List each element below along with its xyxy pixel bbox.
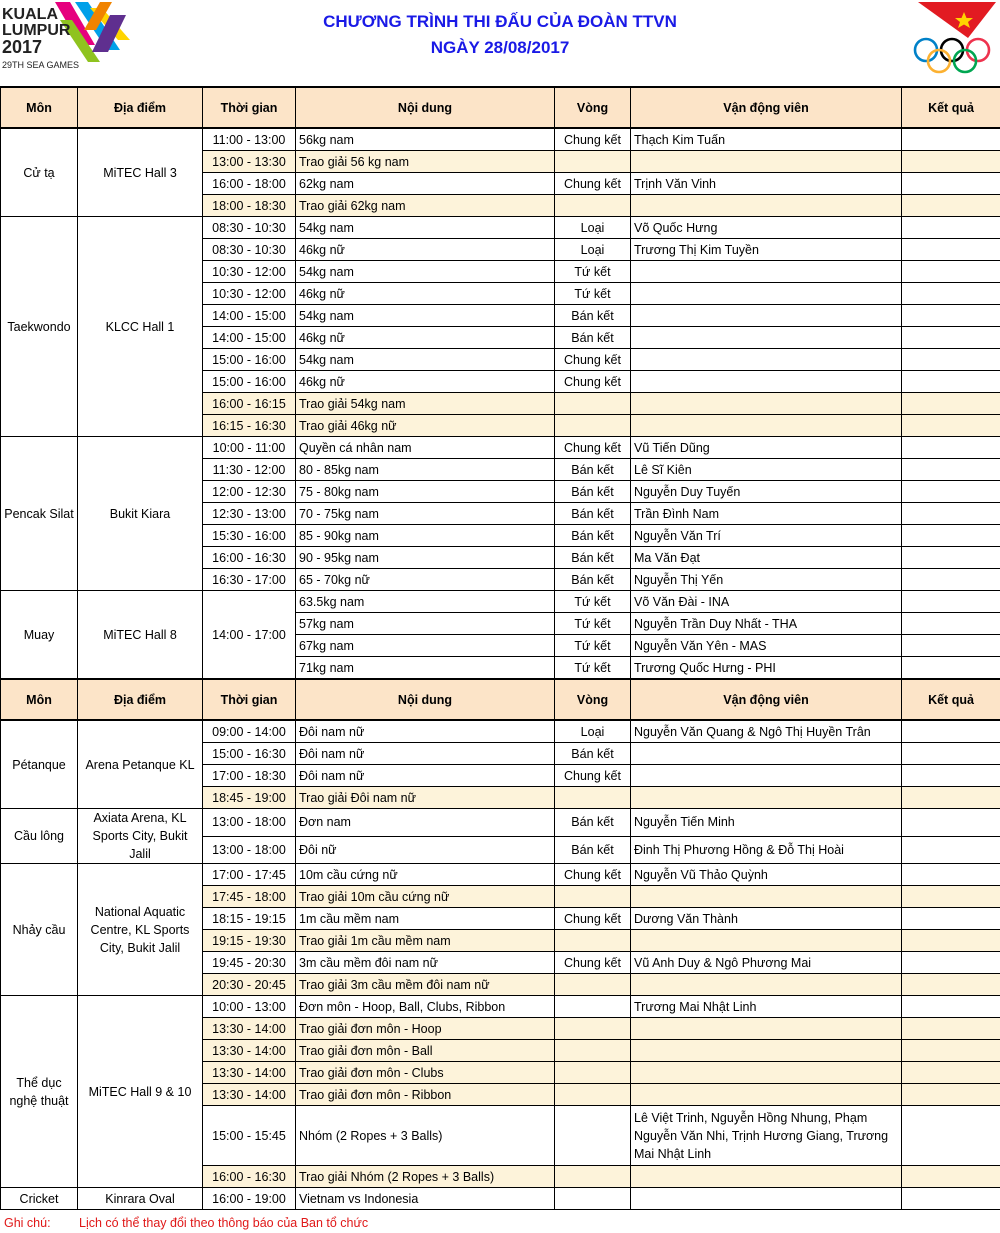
time-cell: 18:00 - 18:30 bbox=[203, 195, 296, 217]
time-cell: 15:00 - 16:00 bbox=[203, 371, 296, 393]
venue-cell: Kinrara Oval bbox=[78, 1188, 203, 1210]
athlete-cell: Lê Việt Trinh, Nguyễn Hồng Nhung, Phạm Nguyễn Văn Nhi, Trịnh Hương Giang, Trương Mai Nhật Linh bbox=[631, 1106, 902, 1166]
round-cell: Tứ kết bbox=[555, 261, 631, 283]
round-cell: Tứ kết bbox=[555, 657, 631, 680]
time-cell: 15:30 - 16:00 bbox=[203, 525, 296, 547]
content-cell: 85 - 90kg nam bbox=[296, 525, 555, 547]
table-row bbox=[1, 1188, 1000, 1210]
result-cell bbox=[902, 547, 1000, 569]
content-cell: Đơn môn - Hoop, Ball, Clubs, Ribbon bbox=[296, 996, 555, 1018]
athlete-cell bbox=[631, 349, 902, 371]
time-cell: 13:30 - 14:00 bbox=[203, 1018, 296, 1040]
result-cell bbox=[902, 371, 1000, 393]
result-cell bbox=[902, 836, 1000, 864]
round-cell bbox=[555, 415, 631, 437]
athlete-cell: Nguyễn Tiến Minh bbox=[631, 809, 902, 837]
round-cell: Bán kết bbox=[555, 743, 631, 765]
note-label: Ghi chú: bbox=[4, 1216, 51, 1230]
schedule-table bbox=[0, 86, 1000, 1210]
time-cell: 14:00 - 17:00 bbox=[203, 591, 296, 680]
time-cell: 17:00 - 18:30 bbox=[203, 765, 296, 787]
content-cell: 63.5kg nam bbox=[296, 591, 555, 613]
column-header: Địa điểm bbox=[78, 679, 203, 720]
round-cell: Chung kết bbox=[555, 437, 631, 459]
round-cell bbox=[555, 393, 631, 415]
venue-cell: National Aquatic Centre, KL Sports City, Bukit Jalil bbox=[78, 864, 203, 996]
table-row bbox=[1, 720, 1000, 743]
round-cell: Loại bbox=[555, 239, 631, 261]
round-cell: Loại bbox=[555, 720, 631, 743]
time-cell: 16:00 - 16:30 bbox=[203, 1166, 296, 1188]
athlete-cell: Đinh Thị Phương Hồng & Đỗ Thị Hoài bbox=[631, 836, 902, 864]
time-cell: 13:00 - 13:30 bbox=[203, 151, 296, 173]
content-cell: Vietnam vs Indonesia bbox=[296, 1188, 555, 1210]
venue-cell: MiTEC Hall 9 & 10 bbox=[78, 996, 203, 1188]
round-cell: Bán kết bbox=[555, 481, 631, 503]
venue-cell: Arena Petanque KL bbox=[78, 720, 203, 809]
time-cell: 16:15 - 16:30 bbox=[203, 415, 296, 437]
result-cell bbox=[902, 151, 1000, 173]
content-cell: 10m cầu cứng nữ bbox=[296, 864, 555, 886]
time-cell: 08:30 - 10:30 bbox=[203, 217, 296, 239]
athlete-cell bbox=[631, 393, 902, 415]
result-cell bbox=[902, 239, 1000, 261]
round-cell: Chung kết bbox=[555, 349, 631, 371]
result-cell bbox=[902, 349, 1000, 371]
result-cell bbox=[902, 437, 1000, 459]
round-cell bbox=[555, 1040, 631, 1062]
result-cell bbox=[902, 569, 1000, 591]
content-cell: Đôi nam nữ bbox=[296, 720, 555, 743]
round-cell: Bán kết bbox=[555, 525, 631, 547]
time-cell: 20:30 - 20:45 bbox=[203, 974, 296, 996]
result-cell bbox=[902, 503, 1000, 525]
round-cell: Chung kết bbox=[555, 371, 631, 393]
content-cell: Đơn nam bbox=[296, 809, 555, 837]
table-row bbox=[1, 217, 1000, 239]
round-cell: Bán kết bbox=[555, 809, 631, 837]
column-header: Vận động viên bbox=[631, 679, 902, 720]
note-text: Lịch có thể thay đổi theo thông báo của Ban tổ chức bbox=[79, 1216, 369, 1230]
athlete-cell bbox=[631, 765, 902, 787]
content-cell: Trao giải đơn môn - Hoop bbox=[296, 1018, 555, 1040]
result-cell bbox=[902, 481, 1000, 503]
athlete-cell bbox=[631, 1062, 902, 1084]
result-cell bbox=[902, 996, 1000, 1018]
column-header: Địa điểm bbox=[78, 87, 203, 128]
time-cell: 13:30 - 14:00 bbox=[203, 1084, 296, 1106]
time-cell: 17:45 - 18:00 bbox=[203, 886, 296, 908]
round-cell: Chung kết bbox=[555, 173, 631, 195]
content-cell: 46kg nữ bbox=[296, 283, 555, 305]
content-cell: 54kg nam bbox=[296, 305, 555, 327]
result-cell bbox=[902, 305, 1000, 327]
venue-cell: MiTEC Hall 3 bbox=[78, 128, 203, 217]
content-cell: Trao giải đơn môn - Clubs bbox=[296, 1062, 555, 1084]
athlete-cell: Ma Văn Đạt bbox=[631, 547, 902, 569]
round-cell: Chung kết bbox=[555, 128, 631, 151]
result-cell bbox=[902, 613, 1000, 635]
athlete-cell: Nguyễn Văn Trí bbox=[631, 525, 902, 547]
athlete-cell bbox=[631, 283, 902, 305]
time-cell: 16:00 - 18:00 bbox=[203, 173, 296, 195]
athlete-cell: Vũ Tiến Dũng bbox=[631, 437, 902, 459]
content-cell: 62kg nam bbox=[296, 173, 555, 195]
round-cell: Bán kết bbox=[555, 547, 631, 569]
result-cell bbox=[902, 720, 1000, 743]
venue-cell: Bukit Kiara bbox=[78, 437, 203, 591]
round-cell bbox=[555, 787, 631, 809]
content-cell: 65 - 70kg nữ bbox=[296, 569, 555, 591]
athlete-cell: Võ Văn Đài - INA bbox=[631, 591, 902, 613]
time-cell: 14:00 - 15:00 bbox=[203, 305, 296, 327]
time-cell: 19:15 - 19:30 bbox=[203, 930, 296, 952]
content-cell: 54kg nam bbox=[296, 261, 555, 283]
round-cell: Loại bbox=[555, 217, 631, 239]
time-cell: 18:15 - 19:15 bbox=[203, 908, 296, 930]
time-cell: 09:00 - 14:00 bbox=[203, 720, 296, 743]
round-cell bbox=[555, 930, 631, 952]
time-cell: 12:30 - 13:00 bbox=[203, 503, 296, 525]
result-cell bbox=[902, 864, 1000, 886]
logo-lumpur: LUMPUR bbox=[2, 22, 71, 39]
time-cell: 11:30 - 12:00 bbox=[203, 459, 296, 481]
athlete-cell: Dương Văn Thành bbox=[631, 908, 902, 930]
time-cell: 15:00 - 16:00 bbox=[203, 349, 296, 371]
column-header: Vòng bbox=[555, 679, 631, 720]
content-cell: Đôi nữ bbox=[296, 836, 555, 864]
content-cell: 46kg nữ bbox=[296, 371, 555, 393]
round-cell: Bán kết bbox=[555, 459, 631, 481]
column-header: Môn bbox=[1, 87, 78, 128]
athlete-cell bbox=[631, 261, 902, 283]
round-cell: Bán kết bbox=[555, 836, 631, 864]
athlete-cell: Lê Sĩ Kiên bbox=[631, 459, 902, 481]
table-row bbox=[1, 591, 1000, 613]
sport-cell: Nhảy cầu bbox=[1, 864, 78, 996]
column-header: Nội dung bbox=[296, 679, 555, 720]
content-cell: Quyền cá nhân nam bbox=[296, 437, 555, 459]
venue-cell: KLCC Hall 1 bbox=[78, 217, 203, 437]
sport-cell: Muay bbox=[1, 591, 78, 680]
result-cell bbox=[902, 591, 1000, 613]
time-cell: 13:30 - 14:00 bbox=[203, 1040, 296, 1062]
content-cell: Trao giải 3m cầu mềm đôi nam nữ bbox=[296, 974, 555, 996]
column-header: Môn bbox=[1, 679, 78, 720]
result-cell bbox=[902, 930, 1000, 952]
content-cell: 54kg nam bbox=[296, 349, 555, 371]
athlete-cell: Vũ Anh Duy & Ngô Phương Mai bbox=[631, 952, 902, 974]
table-row bbox=[1, 864, 1000, 886]
content-cell: 54kg nam bbox=[296, 217, 555, 239]
result-cell bbox=[902, 765, 1000, 787]
round-cell bbox=[555, 195, 631, 217]
athlete-cell bbox=[631, 886, 902, 908]
table-row bbox=[1, 437, 1000, 459]
content-cell: 3m cầu mềm đôi nam nữ bbox=[296, 952, 555, 974]
result-cell bbox=[902, 459, 1000, 481]
content-cell: 67kg nam bbox=[296, 635, 555, 657]
content-cell: Đôi nam nữ bbox=[296, 743, 555, 765]
athlete-cell: Nguyễn Văn Quang & Ngô Thị Huyền Trân bbox=[631, 720, 902, 743]
logo-2017: 2017 bbox=[2, 37, 43, 57]
column-header: Vòng bbox=[555, 87, 631, 128]
content-cell: Trao giải 10m cầu cứng nữ bbox=[296, 886, 555, 908]
time-cell: 17:00 - 17:45 bbox=[203, 864, 296, 886]
result-cell bbox=[902, 974, 1000, 996]
athlete-cell: Nguyễn Vũ Thảo Quỳnh bbox=[631, 864, 902, 886]
athlete-cell bbox=[631, 1084, 902, 1106]
time-cell: 13:00 - 18:00 bbox=[203, 809, 296, 837]
time-cell: 11:00 - 13:00 bbox=[203, 128, 296, 151]
sport-cell: Pétanque bbox=[1, 720, 78, 809]
round-cell bbox=[555, 151, 631, 173]
time-cell: 10:00 - 13:00 bbox=[203, 996, 296, 1018]
content-cell: Trao giải 56 kg nam bbox=[296, 151, 555, 173]
column-header: Thời gian bbox=[203, 87, 296, 128]
column-header: Kết quả bbox=[902, 679, 1000, 720]
sport-cell: Pencak Silat bbox=[1, 437, 78, 591]
time-cell: 10:30 - 12:00 bbox=[203, 261, 296, 283]
result-cell bbox=[902, 525, 1000, 547]
result-cell bbox=[902, 327, 1000, 349]
content-cell: Trao giải Đôi nam nữ bbox=[296, 787, 555, 809]
athlete-cell bbox=[631, 305, 902, 327]
result-cell bbox=[902, 261, 1000, 283]
time-cell: 15:00 - 15:45 bbox=[203, 1106, 296, 1166]
athlete-cell bbox=[631, 151, 902, 173]
column-header: Kết quả bbox=[902, 87, 1000, 128]
content-cell: 46kg nữ bbox=[296, 239, 555, 261]
result-cell bbox=[902, 283, 1000, 305]
time-cell: 18:45 - 19:00 bbox=[203, 787, 296, 809]
time-cell: 19:45 - 20:30 bbox=[203, 952, 296, 974]
content-cell: Nhóm (2 Ropes + 3 Balls) bbox=[296, 1106, 555, 1166]
round-cell: Tứ kết bbox=[555, 283, 631, 305]
sport-cell: Taekwondo bbox=[1, 217, 78, 437]
result-cell bbox=[902, 635, 1000, 657]
result-cell bbox=[902, 886, 1000, 908]
result-cell bbox=[902, 393, 1000, 415]
column-header: Thời gian bbox=[203, 679, 296, 720]
athlete-cell: Trần Đình Nam bbox=[631, 503, 902, 525]
round-cell: Chung kết bbox=[555, 908, 631, 930]
result-cell bbox=[902, 657, 1000, 680]
result-cell bbox=[902, 1188, 1000, 1210]
result-cell bbox=[902, 195, 1000, 217]
content-cell: 57kg nam bbox=[296, 613, 555, 635]
athlete-cell bbox=[631, 195, 902, 217]
athlete-cell: Thạch Kim Tuấn bbox=[631, 128, 902, 151]
result-cell bbox=[902, 1062, 1000, 1084]
column-header: Vận động viên bbox=[631, 87, 902, 128]
content-cell: Trao giải 46kg nữ bbox=[296, 415, 555, 437]
round-cell: Chung kết bbox=[555, 765, 631, 787]
logo-sea-games: 29TH SEA GAMES bbox=[2, 60, 80, 70]
round-cell: Tứ kết bbox=[555, 635, 631, 657]
header-row bbox=[1, 87, 1000, 128]
time-cell: 10:30 - 12:00 bbox=[203, 283, 296, 305]
content-cell: 71kg nam bbox=[296, 657, 555, 680]
page-date: NGÀY 28/08/2017 bbox=[430, 38, 570, 57]
round-cell bbox=[555, 1166, 631, 1188]
table-row bbox=[1, 128, 1000, 151]
time-cell: 16:00 - 16:30 bbox=[203, 547, 296, 569]
result-cell bbox=[902, 1084, 1000, 1106]
time-cell: 10:00 - 11:00 bbox=[203, 437, 296, 459]
time-cell: 13:30 - 14:00 bbox=[203, 1062, 296, 1084]
result-cell bbox=[902, 1166, 1000, 1188]
sport-cell: Cử tạ bbox=[1, 128, 78, 217]
content-cell: Trao giải Nhóm (2 Ropes + 3 Balls) bbox=[296, 1166, 555, 1188]
athlete-cell bbox=[631, 1040, 902, 1062]
result-cell bbox=[902, 908, 1000, 930]
content-cell: Trao giải đơn môn - Ball bbox=[296, 1040, 555, 1062]
round-cell bbox=[555, 1188, 631, 1210]
athlete-cell: Nguyễn Thị Yến bbox=[631, 569, 902, 591]
time-cell: 08:30 - 10:30 bbox=[203, 239, 296, 261]
athlete-cell bbox=[631, 743, 902, 765]
athlete-cell: Trương Mai Nhật Linh bbox=[631, 996, 902, 1018]
content-cell: 1m cầu mềm nam bbox=[296, 908, 555, 930]
round-cell: Bán kết bbox=[555, 327, 631, 349]
result-cell bbox=[902, 1018, 1000, 1040]
time-cell: 16:30 - 17:00 bbox=[203, 569, 296, 591]
round-cell: Chung kết bbox=[555, 952, 631, 974]
content-cell: 56kg nam bbox=[296, 128, 555, 151]
sport-cell: Thể dục nghệ thuật bbox=[1, 996, 78, 1188]
content-cell: 46kg nữ bbox=[296, 327, 555, 349]
time-cell: 15:00 - 16:30 bbox=[203, 743, 296, 765]
athlete-cell bbox=[631, 1166, 902, 1188]
table-row bbox=[1, 809, 1000, 837]
result-cell bbox=[902, 787, 1000, 809]
athlete-cell: Võ Quốc Hưng bbox=[631, 217, 902, 239]
round-cell bbox=[555, 974, 631, 996]
time-cell: 16:00 - 19:00 bbox=[203, 1188, 296, 1210]
round-cell bbox=[555, 1106, 631, 1166]
round-cell: Tứ kết bbox=[555, 613, 631, 635]
result-cell bbox=[902, 1106, 1000, 1166]
round-cell bbox=[555, 1018, 631, 1040]
page-title: CHƯƠNG TRÌNH THI ĐẤU CỦA ĐOÀN TTVN bbox=[323, 12, 677, 31]
content-cell: 70 - 75kg nam bbox=[296, 503, 555, 525]
round-cell: Bán kết bbox=[555, 569, 631, 591]
header-row bbox=[1, 679, 1000, 720]
time-cell: 13:00 - 18:00 bbox=[203, 836, 296, 864]
content-cell: 75 - 80kg nam bbox=[296, 481, 555, 503]
column-header: Nội dung bbox=[296, 87, 555, 128]
result-cell bbox=[902, 173, 1000, 195]
round-cell bbox=[555, 1062, 631, 1084]
result-cell bbox=[902, 415, 1000, 437]
content-cell: Trao giải 1m cầu mềm nam bbox=[296, 930, 555, 952]
result-cell bbox=[902, 952, 1000, 974]
footnote bbox=[4, 1216, 368, 1230]
content-cell: Đôi nam nữ bbox=[296, 765, 555, 787]
round-cell: Bán kết bbox=[555, 503, 631, 525]
athlete-cell bbox=[631, 974, 902, 996]
table-row bbox=[1, 996, 1000, 1018]
content-cell: 80 - 85kg nam bbox=[296, 459, 555, 481]
content-cell: 90 - 95kg nam bbox=[296, 547, 555, 569]
athlete-cell bbox=[631, 930, 902, 952]
athlete-cell: Nguyễn Văn Yên - MAS bbox=[631, 635, 902, 657]
round-cell bbox=[555, 1084, 631, 1106]
round-cell: Bán kết bbox=[555, 305, 631, 327]
athlete-cell bbox=[631, 1018, 902, 1040]
time-cell: 12:00 - 12:30 bbox=[203, 481, 296, 503]
athlete-cell: Nguyễn Duy Tuyến bbox=[631, 481, 902, 503]
round-cell bbox=[555, 996, 631, 1018]
time-cell: 14:00 - 15:00 bbox=[203, 327, 296, 349]
athlete-cell: Trương Thị Kim Tuyền bbox=[631, 239, 902, 261]
athlete-cell: Nguyễn Trần Duy Nhất - THA bbox=[631, 613, 902, 635]
sport-cell: Cầu lông bbox=[1, 809, 78, 864]
time-cell: 16:00 - 16:15 bbox=[203, 393, 296, 415]
athlete-cell bbox=[631, 371, 902, 393]
sport-cell: Cricket bbox=[1, 1188, 78, 1210]
athlete-cell bbox=[631, 787, 902, 809]
athlete-cell bbox=[631, 1188, 902, 1210]
athlete-cell bbox=[631, 415, 902, 437]
round-cell: Tứ kết bbox=[555, 591, 631, 613]
result-cell bbox=[902, 1040, 1000, 1062]
round-cell: Chung kết bbox=[555, 864, 631, 886]
result-cell bbox=[902, 809, 1000, 837]
content-cell: Trao giải đơn môn - Ribbon bbox=[296, 1084, 555, 1106]
venue-cell: Axiata Arena, KL Sports City, Bukit Jalil bbox=[78, 809, 203, 864]
content-cell: Trao giải 54kg nam bbox=[296, 393, 555, 415]
venue-cell: MiTEC Hall 8 bbox=[78, 591, 203, 680]
athlete-cell bbox=[631, 327, 902, 349]
logo-kuala: KUALA bbox=[2, 6, 58, 23]
round-cell bbox=[555, 886, 631, 908]
result-cell bbox=[902, 217, 1000, 239]
content-cell: Trao giải 62kg nam bbox=[296, 195, 555, 217]
result-cell bbox=[902, 128, 1000, 151]
result-cell bbox=[902, 743, 1000, 765]
athlete-cell: Trương Quốc Hưng - PHI bbox=[631, 657, 902, 680]
athlete-cell: Trịnh Văn Vinh bbox=[631, 173, 902, 195]
